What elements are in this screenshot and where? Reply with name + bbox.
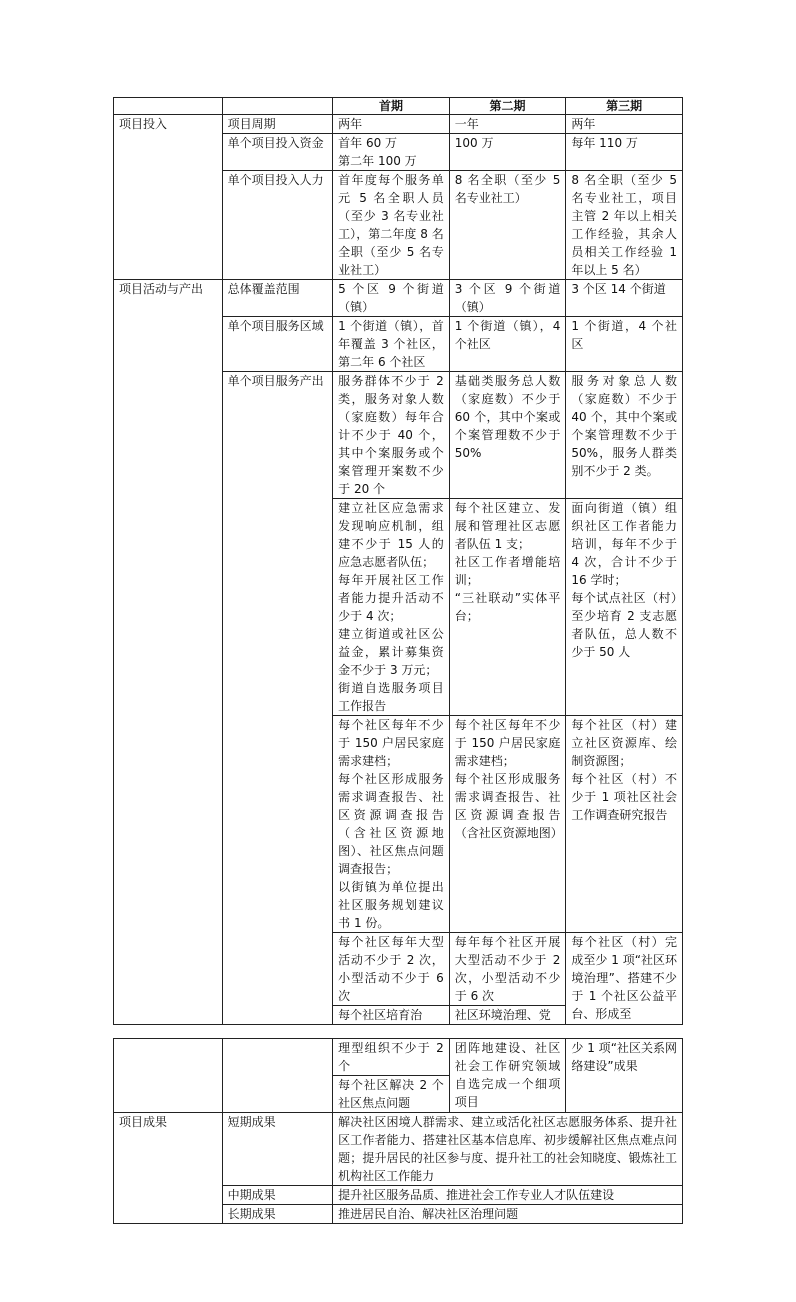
header-phase3: 第三期 [566,98,683,115]
cell-phase3: 少 1 项“社区关系网络建设”成果 [566,1039,683,1113]
cell-phase1: 首年度每个服务单元 5 名全职人员（至少 3 名专业社工），第二年度 8 名全职（至少 5 名专业社工） [333,171,450,280]
cell-phase2: 每个社区建立、发展和管理社区志愿者队伍 1 支； 社区工作者增能培训； “三社联动”实体平台； [449,499,566,716]
cell-phase1: 5 个区 9 个街道（镇） [333,280,450,317]
table-row [114,1113,683,1186]
header-blank [114,98,223,115]
cell-phase3: 服务对象总人数（家庭数）不少于 40 个，其中个案或个案管理数不少于 50%，服务人群类别不少于 2 类。 [566,372,683,499]
project-table-part1 [113,97,683,1025]
cell-phase3: 8 名全职（至少 5 名专业社工，项目主管 2 年以上相关工作经验，其余人员相关工作经验 1 年以上 5 名） [566,171,683,280]
cell-phase2: 每个社区每年不少于 150 户居民家庭需求建档； 每个社区形成服务需求调查报告、社区资源调查报告（含社区资源地图） [449,716,566,933]
cell-phase3: 1 个街道，4 个社区 [566,317,683,372]
cell-phase1: 服务群体不少于 2 类，服务对象人数（家庭数）每年合计不少于 40 个，其中个案服务或个案管理开案数不少于 20 个 [333,372,450,499]
outcome-value: 推进居民自治、解决社区治理问题 [333,1205,683,1224]
cell-phase2: 社区环境治理、党 [449,1006,566,1025]
category-project-input: 项目投入 [114,115,223,280]
cell-phase3: 3 个区 14 个街道 [566,280,683,317]
cell-phase3: 两年 [566,115,683,134]
row-label: 单个项目服务产出 [222,372,333,1025]
cell-phase2: 1 个街道（镇），4 个社区 [449,317,566,372]
cell-phase2: 团阵地建设、社区社会工作研究领域自选完成一个细项项目 [449,1039,566,1113]
category-project-activity: 项目活动与产出 [114,280,223,1025]
row-label: 单个项目投入资金 [222,134,333,171]
category-project-outcome: 项目成果 [114,1113,223,1224]
cell-phase1: 建立社区应急需求发现响应机制，组建不少于 15 人的应急志愿者队伍； 每年开展社区工作者能力提升活动不少于 4 次； 建立街道或社区公益金，累计募集资金不少于 3 万元； 街道自选服务项目工作报告 [333,499,450,716]
table-row [114,280,683,317]
cell-phase2: 一年 [449,115,566,134]
cell-phase1: 两年 [333,115,450,134]
cell-phase1: 每个社区每年大型活动不少于 2 次，小型活动不少于 6 次 [333,933,450,1006]
cell-phase2: 每年每个社区开展大型活动不少于 2 次，小型活动不少于 6 次 [449,933,566,1006]
cell-phase1: 首年 60 万 第二年 100 万 [333,134,450,171]
row-label: 单个项目服务区域 [222,317,333,372]
header-phase2: 第二期 [449,98,566,115]
cell-phase2: 8 名全职（至少 5 名专业社工） [449,171,566,280]
header-phase1: 首期 [333,98,450,115]
header-blank-2 [222,98,333,115]
continued-label-blank [222,1039,333,1113]
header-row [114,98,683,115]
cell-phase1: 每个社区解决 2 个社区焦点问题 [333,1076,450,1113]
continued-category-blank [114,1039,223,1113]
cell-phase2: 基础类服务总人数（家庭数）不少于 60 个，其中个案或个案管理数不少于 50% [449,372,566,499]
row-label: 项目周期 [222,115,333,134]
cell-phase2: 3 个区 9 个街道（镇） [449,280,566,317]
cell-phase1: 理型组织不少于 2 个 [333,1039,450,1076]
cell-phase3: 每个社区（村）建立社区资源库、绘制资源图； 每个社区（村）不少于 1 项社区社会工作调查研究报告 [566,716,683,933]
cell-phase3: 每年 110 万 [566,134,683,171]
table-row [114,115,683,134]
row-label: 中期成果 [222,1186,333,1205]
outcome-value: 解决社区困境人群需求、建立或活化社区志愿服务体系、提升社区工作者能力、搭建社区基本信息库、初步缓解社区焦点难点问题；提升居民的社区参与度、提升社工的社会知晓度、锻炼社工机构社区工作能力 [333,1113,683,1186]
cell-phase3: 每个社区（村）完成至少 1 项“社区环境治理”、搭建不少于 1 个社区公益平台、形成至 [566,933,683,1025]
cell-phase2: 100 万 [449,134,566,171]
outcome-value: 提升社区服务品质、推进社会工作专业人才队伍建设 [333,1186,683,1205]
project-table-part2 [113,1038,683,1224]
cell-phase1: 每个社区培育治 [333,1006,450,1025]
row-label: 总体覆盖范围 [222,280,333,317]
table-row [114,1039,683,1076]
row-label: 单个项目投入人力 [222,171,333,280]
cell-phase1: 每个社区每年不少于 150 户居民家庭需求建档； 每个社区形成服务需求调查报告、社区资源调查报告（含社区资源地图）、社区焦点问题调查报告； 以街镇为单位提出社区服务规划建议书 1 份。 [333,716,450,933]
cell-phase3: 面向街道（镇）组织社区工作者能力培训，每年不少于 4 次，合计不少于 16 学时； 每个试点社区（村）至少培育 2 支志愿者队伍，总人数不少于 50 人 [566,499,683,716]
cell-phase1: 1 个街道（镇），首年覆盖 3 个社区，第二年 6 个社区 [333,317,450,372]
row-label: 短期成果 [222,1113,333,1186]
row-label: 长期成果 [222,1205,333,1224]
